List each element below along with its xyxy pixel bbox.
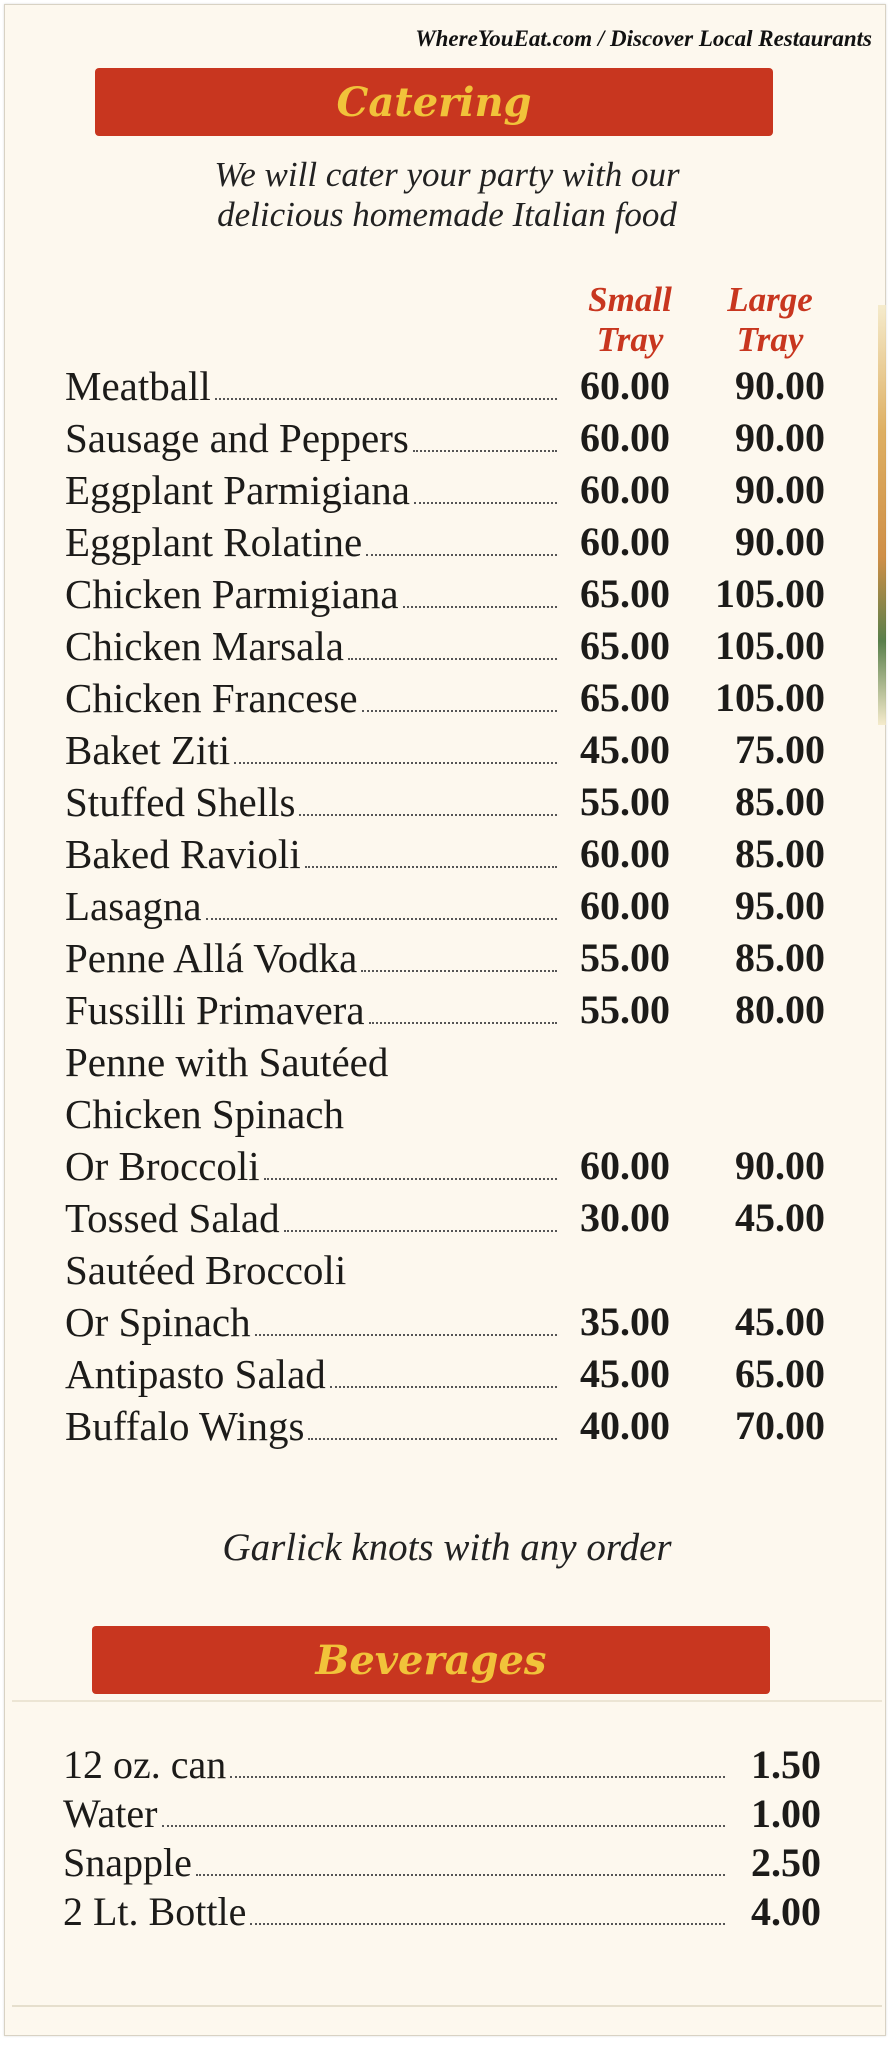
intro-line-1: We will cater your party with our — [214, 155, 680, 194]
leader-dots — [305, 866, 557, 868]
large-tray-header-line2: Tray — [736, 320, 804, 359]
large-tray-price: 80.00 — [735, 987, 825, 1032]
beverage-name: Water — [63, 1791, 158, 1836]
catering-intro — [0, 155, 894, 235]
leader-dots — [196, 1874, 725, 1876]
large-tray-price: 95.00 — [735, 883, 825, 928]
beverages-title: Beverages — [315, 1636, 547, 1684]
small-tray-price: 65.00 — [580, 675, 670, 720]
leader-dots — [299, 814, 557, 816]
catering-item — [65, 568, 825, 620]
item-name: Stuffed Shells — [65, 779, 296, 825]
item-name: Eggplant Parmigiana — [65, 467, 410, 513]
small-tray-price: 65.00 — [580, 571, 670, 616]
small-tray-price: 60.00 — [580, 831, 670, 876]
small-tray-price: 60.00 — [580, 467, 670, 512]
catering-item — [65, 412, 825, 464]
leader-dots — [330, 1386, 557, 1388]
large-tray-price: 85.00 — [735, 831, 825, 876]
leader-dots — [348, 658, 557, 660]
section-divider — [12, 1700, 882, 1702]
large-tray-price: 90.00 — [735, 1143, 825, 1188]
catering-item — [65, 1400, 825, 1452]
catering-item — [65, 932, 825, 984]
small-tray-header — [560, 280, 700, 360]
leader-dots — [206, 918, 557, 920]
catering-item — [65, 880, 825, 932]
beverage-name: Snapple — [63, 1840, 192, 1885]
catering-item — [65, 1140, 825, 1192]
catering-item — [65, 464, 825, 516]
leader-dots — [413, 450, 557, 452]
beverage-price: 4.00 — [751, 1889, 821, 1934]
item-name: Chicken Francese — [65, 675, 358, 721]
beverage-price: 2.50 — [751, 1840, 821, 1885]
catering-item — [65, 776, 825, 828]
section-divider — [12, 2005, 882, 2007]
large-tray-price: 45.00 — [735, 1195, 825, 1240]
page-edge-decoration — [878, 305, 886, 725]
catering-note: Garlick knots with any order — [222, 1526, 672, 1569]
leader-dots — [414, 502, 557, 504]
small-tray-price: 35.00 — [580, 1299, 670, 1344]
catering-item — [65, 1296, 825, 1348]
small-tray-price: 60.00 — [580, 883, 670, 928]
beverage-item — [63, 1789, 823, 1839]
small-tray-header-line2: Tray — [596, 320, 664, 359]
small-tray-price: 40.00 — [580, 1403, 670, 1448]
large-tray-header-line1: Large — [727, 280, 813, 319]
catering-item — [65, 360, 825, 412]
item-name-line: Chicken Spinach — [65, 1091, 344, 1137]
large-tray-price: 105.00 — [715, 623, 825, 668]
large-tray-price: 90.00 — [735, 519, 825, 564]
small-tray-price: 65.00 — [580, 623, 670, 668]
item-name: Or Broccoli — [65, 1143, 260, 1189]
site-watermark: WhereYouEat.com / Discover Local Restaurants — [415, 26, 872, 51]
small-tray-price: 60.00 — [580, 363, 670, 408]
leader-dots — [366, 554, 557, 556]
catering-banner — [95, 68, 773, 136]
item-name: Sausage and Peppers — [65, 415, 409, 461]
large-tray-price: 105.00 — [715, 571, 825, 616]
catering-item — [65, 672, 825, 724]
large-tray-header — [700, 280, 840, 360]
item-name-line: Penne with Sautéed — [65, 1039, 389, 1085]
large-tray-price: 70.00 — [735, 1403, 825, 1448]
small-tray-price: 55.00 — [580, 935, 670, 980]
item-name: Tossed Salad — [65, 1195, 280, 1241]
leader-dots — [264, 1178, 557, 1180]
item-name: Penne Allá Vodka — [65, 935, 358, 981]
large-tray-price: 90.00 — [735, 467, 825, 512]
beverage-name: 12 oz. can — [63, 1742, 227, 1787]
item-name: Baket Ziti — [65, 727, 231, 773]
small-tray-price: 60.00 — [580, 415, 670, 460]
item-name: Chicken Parmigiana — [65, 571, 399, 617]
leader-dots — [369, 1022, 557, 1024]
leader-dots — [234, 762, 557, 764]
large-tray-price: 45.00 — [735, 1299, 825, 1344]
small-tray-price: 30.00 — [580, 1195, 670, 1240]
item-name: Lasagna — [65, 883, 202, 929]
leader-dots — [403, 606, 557, 608]
item-name: Baked Ravioli — [65, 831, 301, 877]
large-tray-price: 90.00 — [735, 415, 825, 460]
large-tray-price: 85.00 — [735, 779, 825, 824]
beverage-item — [63, 1740, 823, 1790]
leader-dots — [284, 1230, 557, 1232]
leader-dots — [215, 398, 557, 400]
item-name: Antipasto Salad — [65, 1351, 326, 1397]
item-name-line: Sautéed Broccoli — [65, 1247, 347, 1293]
beverage-price: 1.00 — [751, 1791, 821, 1836]
large-tray-price: 105.00 — [715, 675, 825, 720]
leader-dots — [162, 1825, 726, 1827]
catering-item — [65, 1348, 825, 1400]
leader-dots — [361, 970, 557, 972]
large-tray-price: 90.00 — [735, 363, 825, 408]
beverages-banner — [92, 1626, 770, 1694]
small-tray-price: 60.00 — [580, 1143, 670, 1188]
beverage-item — [63, 1838, 823, 1888]
small-tray-price: 55.00 — [580, 987, 670, 1032]
catering-item — [65, 516, 825, 568]
leader-dots — [250, 1923, 725, 1925]
small-tray-price: 45.00 — [580, 1351, 670, 1396]
catering-item — [65, 1192, 825, 1244]
item-name: Eggplant Rolatine — [65, 519, 363, 565]
beverage-name: 2 Lt. Bottle — [63, 1889, 247, 1934]
large-tray-price: 75.00 — [735, 727, 825, 772]
small-tray-price: 60.00 — [580, 519, 670, 564]
leader-dots — [362, 710, 557, 712]
small-tray-price: 45.00 — [580, 727, 670, 772]
item-name: Buffalo Wings — [65, 1403, 305, 1449]
leader-dots — [308, 1438, 557, 1440]
item-name: Fussilli Primavera — [65, 987, 365, 1033]
item-name: Meatball — [65, 363, 211, 409]
catering-item — [65, 724, 825, 776]
item-name: Chicken Marsala — [65, 623, 344, 669]
small-tray-header-line1: Small — [588, 280, 672, 319]
beverage-price: 1.50 — [751, 1742, 821, 1787]
beverage-item — [63, 1887, 823, 1937]
small-tray-price: 55.00 — [580, 779, 670, 824]
large-tray-price: 65.00 — [735, 1351, 825, 1396]
item-name: Or Spinach — [65, 1299, 251, 1345]
catering-item — [65, 828, 825, 880]
large-tray-price: 85.00 — [735, 935, 825, 980]
leader-dots — [255, 1334, 557, 1336]
leader-dots — [230, 1776, 725, 1778]
catering-item — [65, 984, 825, 1036]
catering-title: Catering — [336, 78, 532, 126]
intro-line-2: delicious homemade Italian food — [217, 195, 677, 234]
catering-item — [65, 620, 825, 672]
